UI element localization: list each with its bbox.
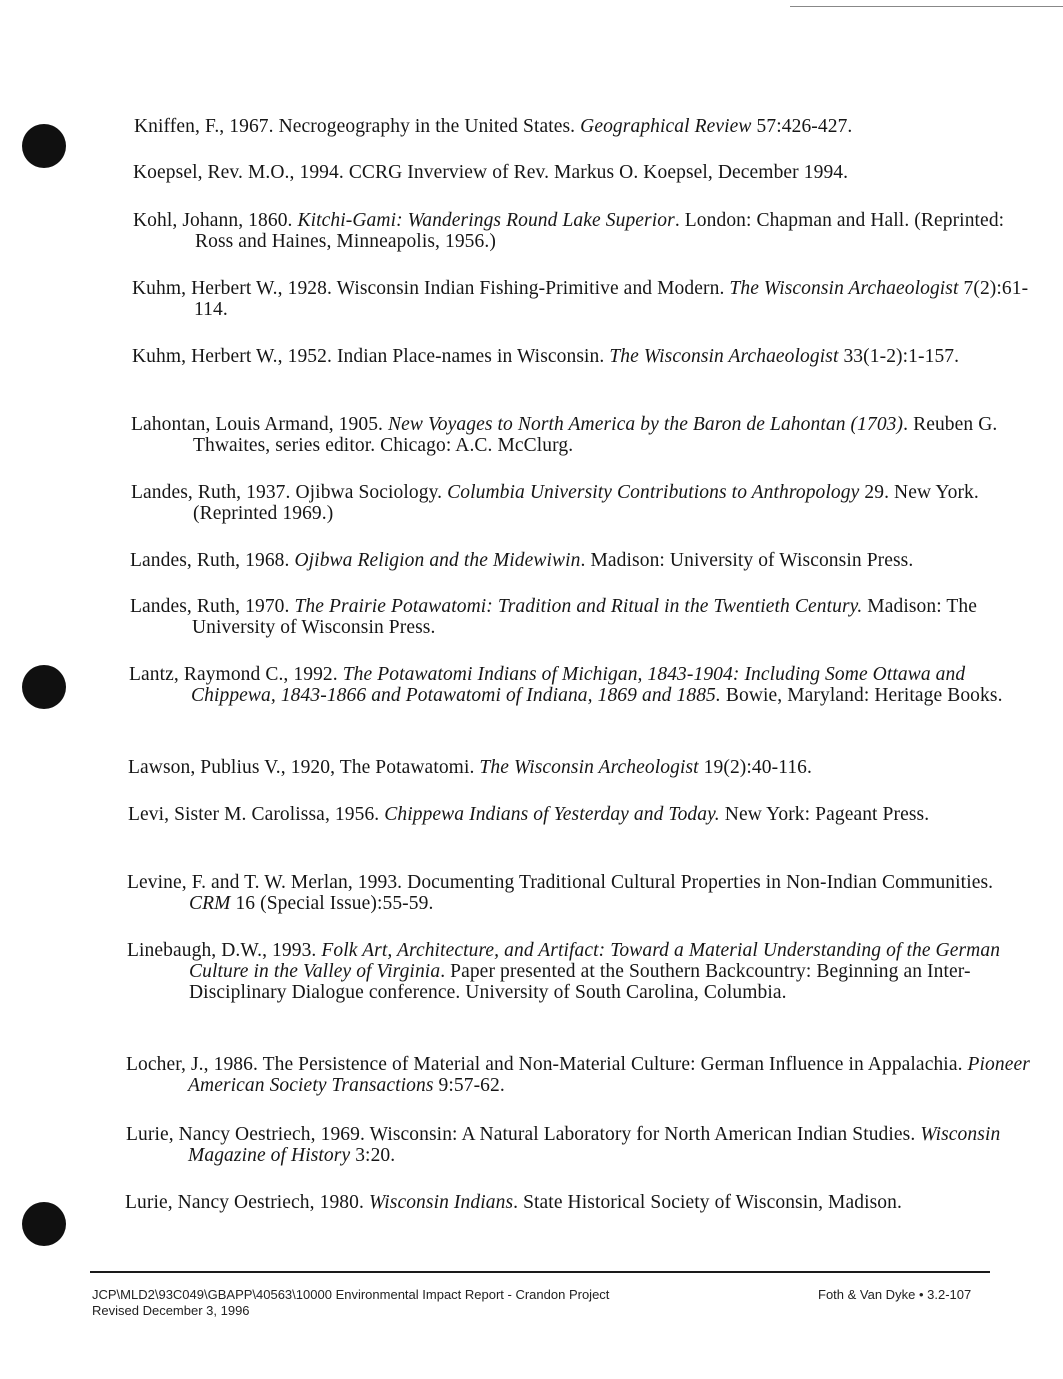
reference-title-italic: Chippewa Indians of Yesterday and Today.	[384, 804, 720, 825]
reference-entry	[134, 116, 1041, 137]
reference-entry	[126, 1054, 1033, 1096]
footer-page-number: 3.2-107	[927, 1287, 972, 1302]
reference-text: 19(2):40-116.	[698, 757, 813, 778]
reference-entry	[129, 664, 1036, 706]
reference-text: 9:57-62.	[433, 1075, 505, 1096]
reference-title-italic: CRM	[189, 893, 231, 914]
reference-text: 33(1-2):1-157.	[838, 346, 960, 367]
punch-hole-top	[22, 124, 66, 168]
reference-title-italic: New Voyages to North America by the Baron de Lahontan (1703)	[388, 414, 904, 435]
reference-text: 57:426-427.	[751, 116, 853, 137]
punch-hole-bottom	[22, 1202, 66, 1246]
reference-title-italic: Pioneer American Society Transactions	[188, 1054, 1030, 1096]
reference-text: Landes, Ruth, 1937. Ojibwa Sociology.	[131, 482, 448, 503]
reference-entry	[133, 162, 1040, 183]
reference-text: Lantz, Raymond C., 1992.	[129, 664, 343, 685]
reference-entry	[130, 596, 1037, 638]
reference-text: Lahontan, Louis Armand, 1905.	[131, 414, 389, 435]
reference-text: Linebaugh, D.W., 1993.	[127, 940, 322, 961]
footer-report-title: Environmental Impact Report - Crandon Project	[335, 1287, 610, 1302]
reference-title-italic: Columbia University Contributions to Anthropology	[447, 482, 860, 503]
reference-text: Kniffen, F., 1967. Necrogeography in the United States.	[134, 116, 581, 137]
reference-text: . State Historical Society of Wisconsin, Madison.	[513, 1192, 902, 1213]
reference-text: Kohl, Johann, 1860.	[133, 210, 298, 231]
reference-title-italic: The Potawatomi Indians of Michigan, 1843-1904: Including Some Ottawa and Chippewa, 1843-1866 and Potawatomi of Indiana, 1869 and 1885.	[191, 664, 966, 706]
reference-title-italic: Geographical Review	[580, 116, 752, 137]
reference-title-italic: Kitchi-Gami: Wanderings Round Lake Superior	[297, 210, 675, 231]
reference-text: . Reuben G. Thwaites, series editor. Chicago: A.C. McClurg.	[193, 414, 998, 456]
top-edge-rule	[790, 6, 1063, 7]
reference-entry	[130, 550, 1037, 571]
reference-text: . London: Chapman and Hall. (Reprinted: Ross and Haines, Minneapolis, 1956.)	[195, 210, 1005, 252]
reference-text: Bowie, Maryland: Heritage Books.	[720, 685, 1003, 706]
reference-entry	[133, 210, 1040, 252]
reference-entry	[131, 482, 1038, 524]
reference-title-italic: Wisconsin Magazine of History	[188, 1124, 1001, 1166]
reference-title-italic: Wisconsin Indians	[368, 1192, 514, 1213]
reference-text: Koepsel, Rev. M.O., 1994. CCRG Inverview of Rev. Markus O. Koepsel, December 1994.	[133, 162, 849, 183]
footer-right	[818, 1287, 1008, 1303]
reference-text: Lurie, Nancy Oestriech, 1980.	[125, 1192, 369, 1213]
footer-path: JCP\MLD2\93C049\GBAPP\40563\10000	[92, 1287, 332, 1302]
reference-title-italic: The Wisconsin Archaeologist	[609, 346, 839, 367]
reference-text: Kuhm, Herbert W., 1928. Wisconsin Indian Fishing-Primitive and Modern.	[132, 278, 730, 299]
reference-title-italic: Folk Art, Architecture, and Artifact: Toward a Material Understanding of the German Culture in the Valley of Virginia	[189, 940, 1001, 982]
reference-title-italic: The Wisconsin Archeologist	[479, 757, 699, 778]
reference-text: Madison: The University of Wisconsin Press.	[192, 596, 977, 638]
footer-document-line	[92, 1287, 732, 1303]
reference-entry	[127, 940, 1034, 1003]
reference-title-italic: The Wisconsin Archaeologist	[729, 278, 959, 299]
footer-left	[92, 1287, 732, 1319]
reference-text: Levine, F. and T. W. Merlan, 1993. Documenting Traditional Cultural Properties in Non-Indian Communities.	[127, 872, 994, 893]
reference-entry	[125, 1192, 1032, 1213]
reference-text: Landes, Ruth, 1968.	[130, 550, 295, 571]
reference-text: 16 (Special Issue):55-59.	[230, 893, 434, 914]
footer-firm: Foth & Van Dyke	[818, 1287, 916, 1302]
reference-text: Levi, Sister M. Carolissa, 1956.	[128, 804, 385, 825]
reference-entry	[128, 757, 1035, 778]
reference-text: Lawson, Publius V., 1920, The Potawatomi.	[128, 757, 480, 778]
footer-revised-date: Revised December 3, 1996	[92, 1303, 250, 1318]
reference-text: . Madison: University of Wisconsin Press.	[580, 550, 914, 571]
reference-text: 29. New York. (Reprinted 1969.)	[193, 482, 979, 524]
reference-text: Locher, J., 1986. The Persistence of Material and Non-Material Culture: German Influence in Appalachia.	[126, 1054, 968, 1075]
reference-text: Landes, Ruth, 1970.	[130, 596, 295, 617]
reference-entry	[132, 346, 1039, 367]
reference-title-italic: Ojibwa Religion and the Midewiwin	[294, 550, 581, 571]
reference-entry	[128, 804, 1035, 825]
reference-text: New York: Pageant Press.	[719, 804, 930, 825]
reference-text: 3:20.	[350, 1145, 396, 1166]
reference-entry	[126, 1124, 1033, 1166]
punch-hole-middle	[22, 665, 66, 709]
reference-text: Lurie, Nancy Oestriech, 1969. Wisconsin: A Natural Laboratory for North American Indian Studies.	[126, 1124, 921, 1145]
reference-entry	[127, 872, 1034, 914]
footer-rule	[90, 1271, 990, 1273]
reference-entry	[132, 278, 1039, 320]
footer-bullet: •	[918, 1287, 924, 1302]
reference-entry	[131, 414, 1038, 456]
reference-title-italic: The Prairie Potawatomi: Tradition and Ritual in the Twentieth Century.	[294, 596, 863, 617]
reference-text: . Paper presented at the Southern Backcountry: Beginning an Inter-Disciplinary Dialogue conference. University of South Carolina, Columbia.	[189, 961, 971, 1003]
reference-text: 7(2):61-114.	[194, 278, 1029, 320]
reference-text: Kuhm, Herbert W., 1952. Indian Place-names in Wisconsin.	[132, 346, 610, 367]
